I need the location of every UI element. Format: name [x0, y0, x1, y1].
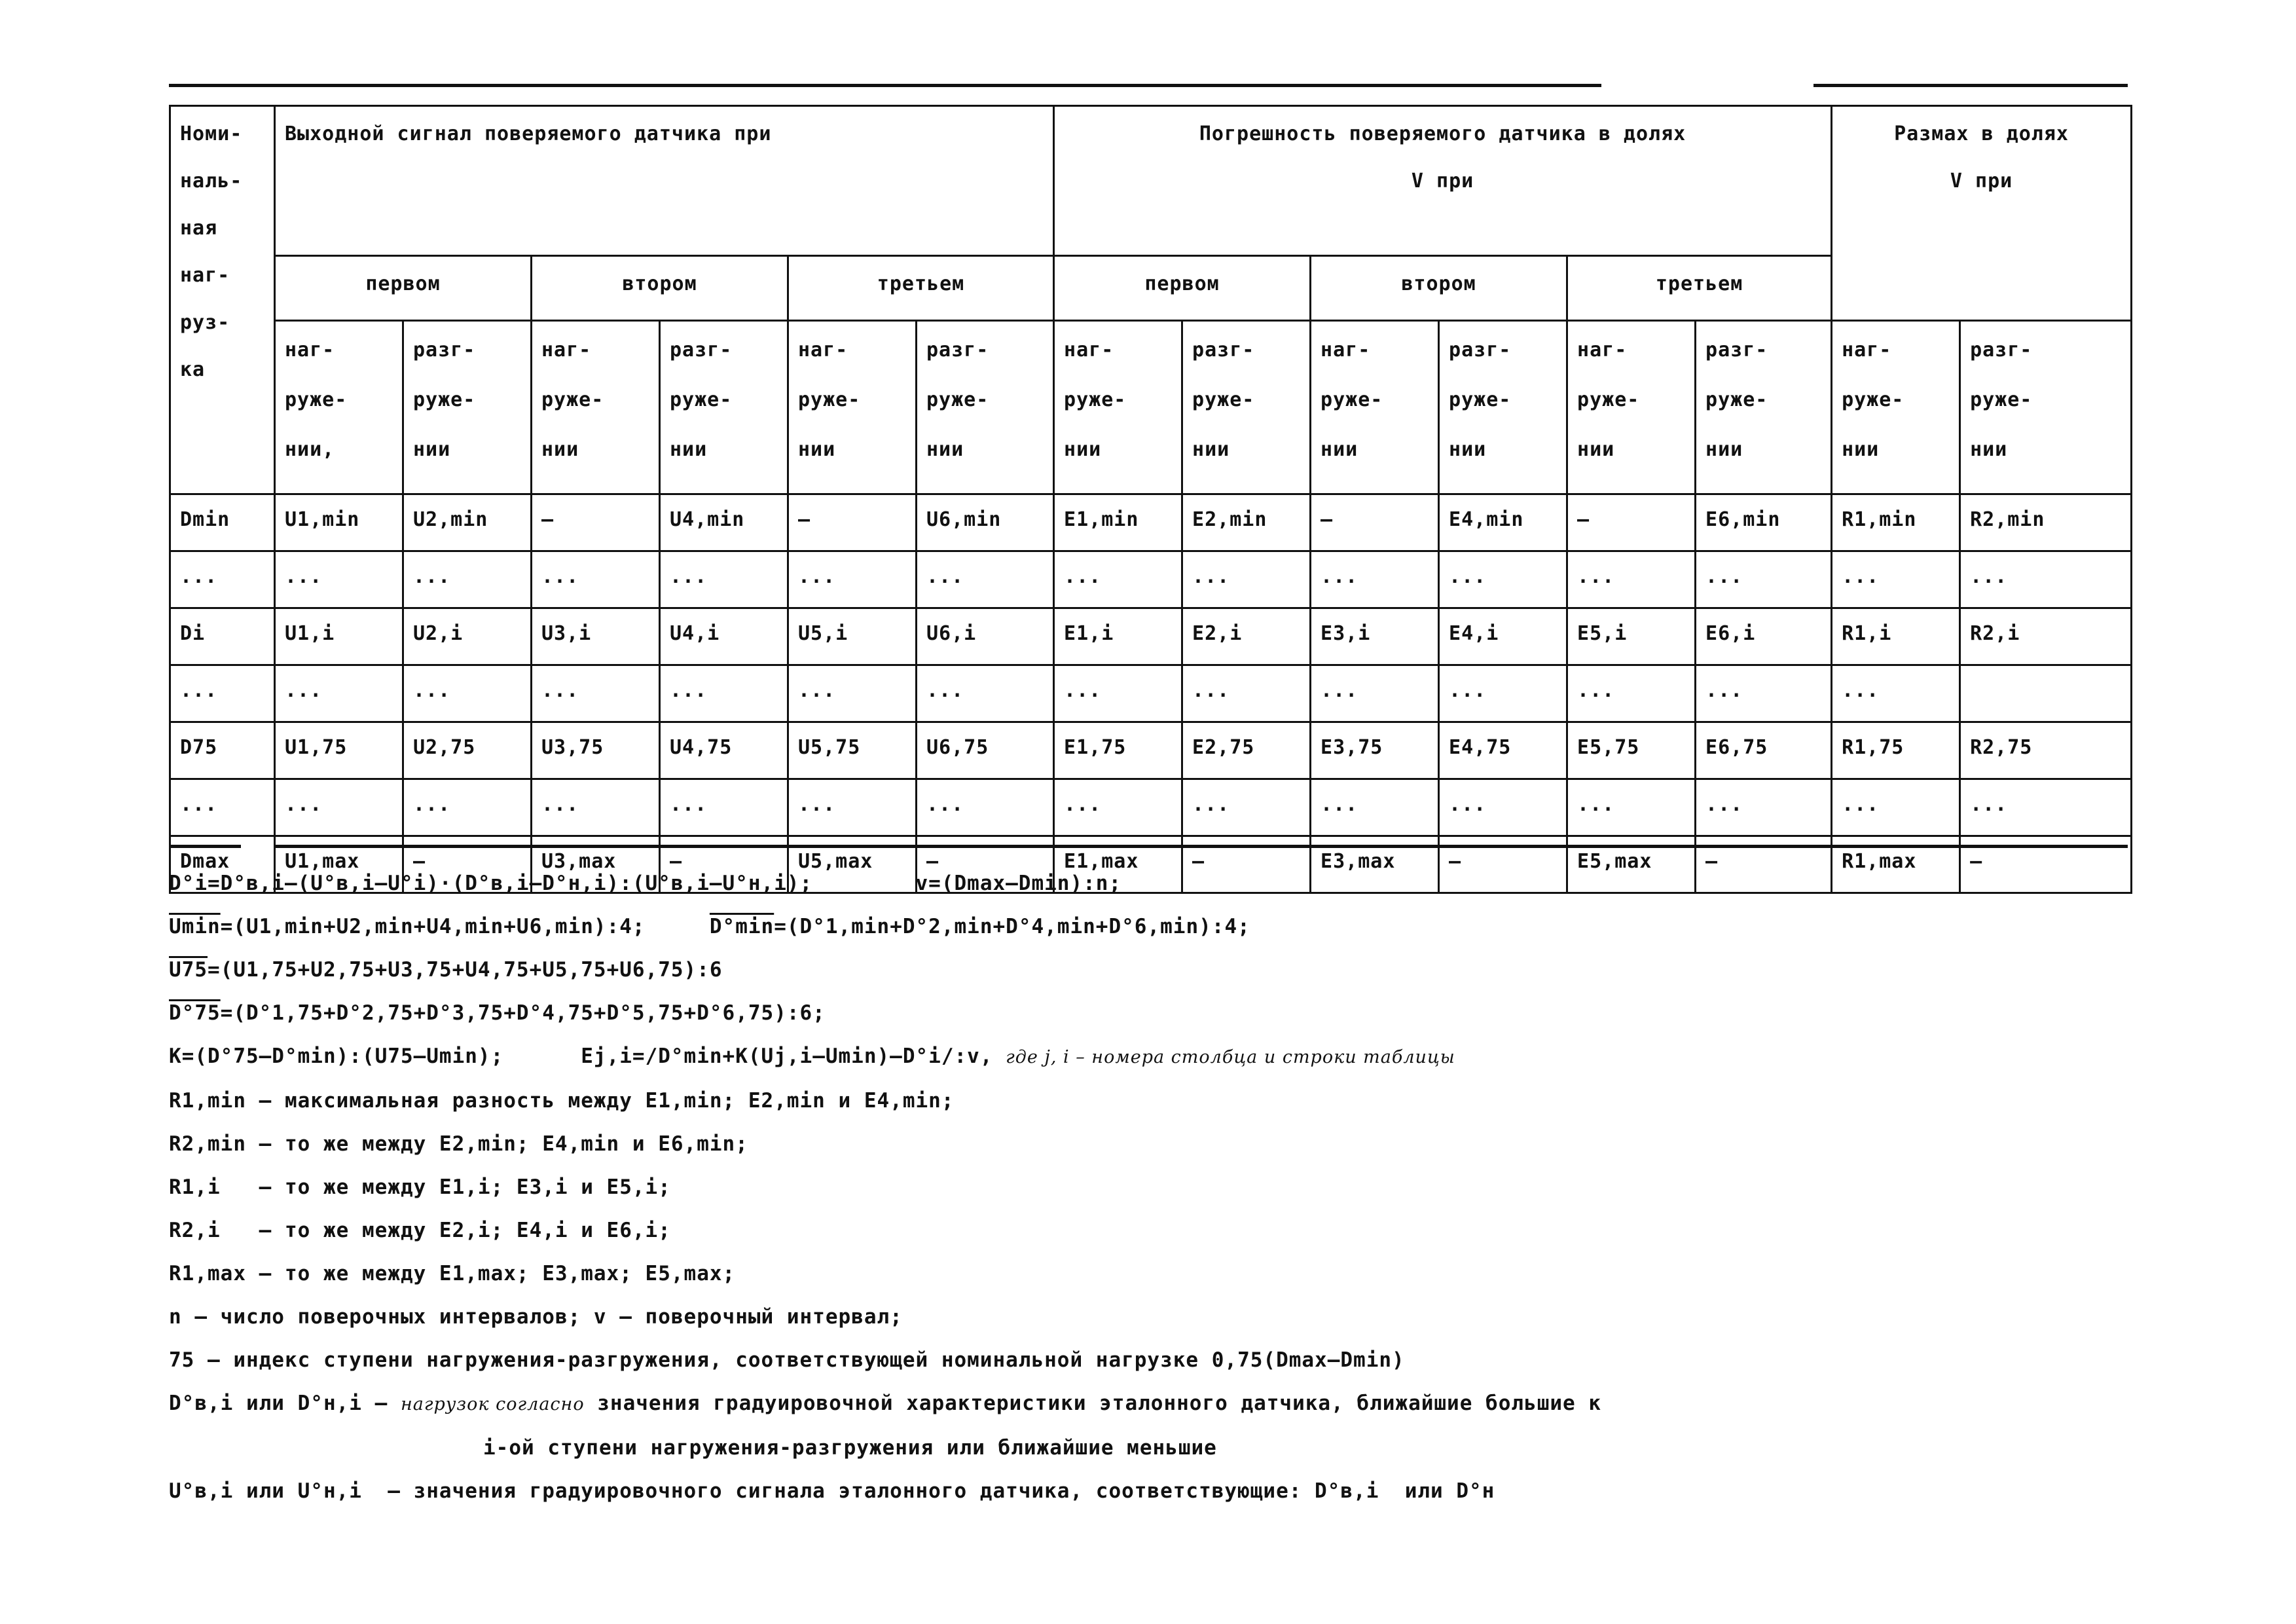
header-nominal-load: Номи- наль- ная наг- руз- ка: [170, 106, 275, 494]
load-cell: Di: [170, 608, 275, 665]
value-cell: ...: [275, 779, 403, 836]
note-r1i: R1,i – то же между E1,i; E3,i и E5,i;: [169, 1175, 671, 1199]
header-sub-cell: разг- руже- нии: [660, 321, 788, 494]
value-cell: ...: [788, 665, 917, 722]
value-cell: U5,max: [788, 836, 917, 893]
value-cell: U2,min: [403, 494, 532, 551]
value-cell: E1,max: [1054, 836, 1182, 893]
header-row-sub: [170, 321, 2132, 494]
load-cell: ...: [170, 665, 275, 722]
header-sub-cell: разг- руже- нии: [1960, 321, 2132, 494]
value-cell: ...: [1182, 551, 1311, 608]
value-cell: ...: [1960, 779, 2132, 836]
value-cell: ...: [660, 551, 788, 608]
umin-symbol: Umin: [169, 915, 221, 938]
value-cell: ...: [660, 665, 788, 722]
header-output-signal: Выходной сигнал поверяемого датчика при: [275, 106, 1054, 256]
value-cell: E1,75: [1054, 722, 1182, 779]
calibration-table: [169, 105, 2132, 894]
header-pass-third: третьем: [1567, 256, 1832, 321]
value-cell: –: [788, 494, 917, 551]
value-cell: U5,i: [788, 608, 917, 665]
value-cell: E2,i: [1182, 608, 1311, 665]
top-rule-left: [169, 84, 1601, 87]
table-bottom-rule: [275, 845, 2128, 848]
value-cell: E4,min: [1439, 494, 1567, 551]
note-formula-means-min: [169, 905, 2198, 948]
value-cell: U1,75: [275, 722, 403, 779]
value-cell: U4,min: [660, 494, 788, 551]
value-cell: ...: [1439, 551, 1567, 608]
formula-v: v=(Dmax–Dmin):n;: [915, 872, 1122, 895]
u75-symbol: U75: [169, 958, 208, 982]
load-cell: Dmax: [170, 836, 275, 893]
value-cell: U6,75: [917, 722, 1054, 779]
value-cell: ...: [1439, 665, 1567, 722]
value-cell: ...: [403, 665, 532, 722]
value-cell: R2,75: [1960, 722, 2132, 779]
value-cell: ...: [788, 779, 917, 836]
note-index-75: 75 – индекс ступени нагружения-разгружения, соответствующей номинальной нагрузке 0,75(Dmax–Dmin): [169, 1348, 1405, 1372]
value-cell: ...: [1311, 779, 1439, 836]
value-cell: E6,min: [1696, 494, 1832, 551]
value-cell: R1,max: [1832, 836, 1960, 893]
header-sub-cell: наг- руже- нии: [1832, 321, 1960, 494]
header-sub-cell: наг- руже- нии,: [275, 321, 403, 494]
value-cell: R1,i: [1832, 608, 1960, 665]
value-cell: E5,75: [1567, 722, 1696, 779]
value-cell: ...: [1832, 779, 1960, 836]
umin-formula: =(U1,min+U2,min+U4,min+U6,min):4;: [220, 915, 646, 938]
value-cell: E5,i: [1567, 608, 1696, 665]
table-row: [170, 665, 2132, 722]
value-cell: ...: [532, 665, 660, 722]
value-cell: ...: [1696, 779, 1832, 836]
value-cell: E3,max: [1311, 836, 1439, 893]
value-cell: E5,max: [1567, 836, 1696, 893]
formula-di: D°i=D°в,i–(U°в,i–U°i)·(D°в,i–D°н,i):(U°в,i–U°н,i);: [169, 872, 813, 895]
note-formula-u75: [169, 948, 2198, 991]
value-cell: E6,i: [1696, 608, 1832, 665]
value-cell: –: [403, 836, 532, 893]
u75-formula: =(U1,75+U2,75+U3,75+U4,75+U5,75+U6,75):6: [208, 958, 723, 982]
header-sub-cell: разг- руже- нии: [1439, 321, 1567, 494]
d75-formula: =(D°1,75+D°2,75+D°3,75+D°4,75+D°5,75+D°6,75):6;: [220, 1001, 826, 1025]
value-cell: U2,75: [403, 722, 532, 779]
value-cell: U3,75: [532, 722, 660, 779]
value-cell: ...: [1567, 551, 1696, 608]
value-cell: –: [660, 836, 788, 893]
value-cell: E4,75: [1439, 722, 1567, 779]
value-cell: –: [1960, 836, 2132, 893]
table-row: [170, 608, 2132, 665]
notes-block: [169, 862, 2198, 1513]
value-cell: ...: [1311, 665, 1439, 722]
header-sub-cell: наг- руже- нии: [1567, 321, 1696, 494]
note-formula-k-e: [169, 1035, 2198, 1079]
d75-symbol: D°75: [169, 1001, 221, 1025]
value-cell: R1,75: [1832, 722, 1960, 779]
note-dv-def-cont: i-ой ступени нагружения-разгружения или ближайшие меньшие: [483, 1436, 1217, 1460]
value-cell: U6,min: [917, 494, 1054, 551]
value-cell: U5,75: [788, 722, 917, 779]
header-pass-first: первом: [275, 256, 532, 321]
table-row: [170, 551, 2132, 608]
note-r1max: R1,max – то же между E1,max; E3,max; E5,max;: [169, 1262, 736, 1285]
note-dv-def: [169, 1382, 2198, 1426]
value-cell: U1,i: [275, 608, 403, 665]
k-formula: K=(D°75–D°min):(U75–Umin);: [169, 1044, 504, 1068]
header-sub-cell: наг- руже- нии: [1311, 321, 1439, 494]
value-cell: –: [1311, 494, 1439, 551]
note-r2i: R2,i – то же между E2,i; E4,i и E6,i;: [169, 1219, 671, 1242]
value-cell: U2,i: [403, 608, 532, 665]
value-cell: ...: [275, 665, 403, 722]
value-cell: U4,75: [660, 722, 788, 779]
load-cell: ...: [170, 551, 275, 608]
dv-label: D°в,i или D°н,i –: [169, 1392, 401, 1415]
value-cell: ...: [660, 779, 788, 836]
value-cell: ...: [1054, 779, 1182, 836]
value-cell: ...: [1832, 665, 1960, 722]
note-r1min: R1,min – максимальная разность между E1,min; E2,min и E4,min;: [169, 1089, 955, 1113]
value-cell: R1,min: [1832, 494, 1960, 551]
value-cell: ...: [1439, 779, 1567, 836]
header-pass-third: третьем: [788, 256, 1054, 321]
table-row: [170, 494, 2132, 551]
header-range: Размах в долях V при: [1832, 106, 2132, 321]
header-sub-cell: разг- руже- нии: [917, 321, 1054, 494]
value-cell: –: [917, 836, 1054, 893]
handwritten-note: где j, i – номера столбца и строки таблицы: [1006, 1047, 1455, 1067]
value-cell: ...: [532, 779, 660, 836]
header-pass-first: первом: [1054, 256, 1311, 321]
value-cell: [1960, 665, 2132, 722]
e-formula: Ej,i=/D°min+K(Uj,i–Umin)–D°i/:v,: [581, 1044, 993, 1068]
value-cell: ...: [1567, 665, 1696, 722]
table-body: [170, 494, 2132, 893]
header-sub-cell: наг- руже- нии: [532, 321, 660, 494]
value-cell: E2,min: [1182, 494, 1311, 551]
value-cell: E3,75: [1311, 722, 1439, 779]
value-cell: –: [1182, 836, 1311, 893]
value-cell: E3,i: [1311, 608, 1439, 665]
header-sub-cell: разг- руже- нии: [403, 321, 532, 494]
table-bottom-rule-stub: [169, 845, 241, 848]
header-sub-cell: наг- руже- нии: [788, 321, 917, 494]
value-cell: ...: [1567, 779, 1696, 836]
value-cell: ...: [1182, 665, 1311, 722]
value-cell: E4,i: [1439, 608, 1567, 665]
value-cell: U1,min: [275, 494, 403, 551]
header-row-groups: [170, 106, 2132, 256]
value-cell: ...: [1960, 551, 2132, 608]
value-cell: U3,i: [532, 608, 660, 665]
value-cell: ...: [403, 779, 532, 836]
header-error: Погрешность поверяемого датчика в долях V при: [1054, 106, 1832, 256]
value-cell: –: [1567, 494, 1696, 551]
header-sub-cell: разг- руже- нии: [1182, 321, 1311, 494]
value-cell: U1,max: [275, 836, 403, 893]
value-cell: E2,75: [1182, 722, 1311, 779]
table-row: [170, 779, 2132, 836]
dmin-symbol: D°min: [709, 915, 774, 938]
value-cell: ...: [532, 551, 660, 608]
header-sub-cell: разг- руже- нии: [1696, 321, 1832, 494]
dmin-formula: =(D°1,min+D°2,min+D°4,min+D°6,min):4;: [774, 915, 1250, 938]
value-cell: E1,min: [1054, 494, 1182, 551]
handwritten-insert: нагрузок согласно: [400, 1394, 585, 1414]
header-sub-cell: наг- руже- нии: [1054, 321, 1182, 494]
value-cell: ...: [403, 551, 532, 608]
value-cell: ...: [1311, 551, 1439, 608]
value-cell: E6,75: [1696, 722, 1832, 779]
value-cell: ...: [788, 551, 917, 608]
value-cell: U6,i: [917, 608, 1054, 665]
load-cell: D75: [170, 722, 275, 779]
top-rule-right: [1813, 84, 2128, 87]
value-cell: ...: [1696, 665, 1832, 722]
value-cell: ...: [1182, 779, 1311, 836]
note-r2min: R2,min – то же между E2,min; E4,min и E6,min;: [169, 1132, 748, 1156]
value-cell: R2,min: [1960, 494, 2132, 551]
value-cell: –: [1696, 836, 1832, 893]
load-cell: ...: [170, 779, 275, 836]
value-cell: R2,i: [1960, 608, 2132, 665]
table-row: [170, 722, 2132, 779]
note-formula-d75: [169, 991, 2198, 1035]
value-cell: ...: [917, 779, 1054, 836]
value-cell: –: [1439, 836, 1567, 893]
value-cell: –: [532, 494, 660, 551]
dv-text: значения градуировочной характеристики эталонного датчика, ближайшие большие к: [597, 1392, 1602, 1415]
value-cell: ...: [275, 551, 403, 608]
value-cell: E1,i: [1054, 608, 1182, 665]
header-pass-second: втором: [532, 256, 788, 321]
value-cell: ...: [1054, 665, 1182, 722]
value-cell: U3,max: [532, 836, 660, 893]
value-cell: ...: [917, 551, 1054, 608]
value-cell: ...: [1054, 551, 1182, 608]
header-pass-second: втором: [1311, 256, 1567, 321]
note-n-def: n – число поверочных интервалов; v – поверочный интервал;: [169, 1305, 903, 1329]
value-cell: U4,i: [660, 608, 788, 665]
load-cell: Dmin: [170, 494, 275, 551]
value-cell: ...: [917, 665, 1054, 722]
value-cell: ...: [1832, 551, 1960, 608]
value-cell: ...: [1696, 551, 1832, 608]
note-formula-di: [169, 862, 2198, 905]
note-uv-def: U°в,i или U°н,i – значения градуировочного сигнала эталонного датчика, соответствующие: D°в,i или D°н: [169, 1479, 1495, 1503]
